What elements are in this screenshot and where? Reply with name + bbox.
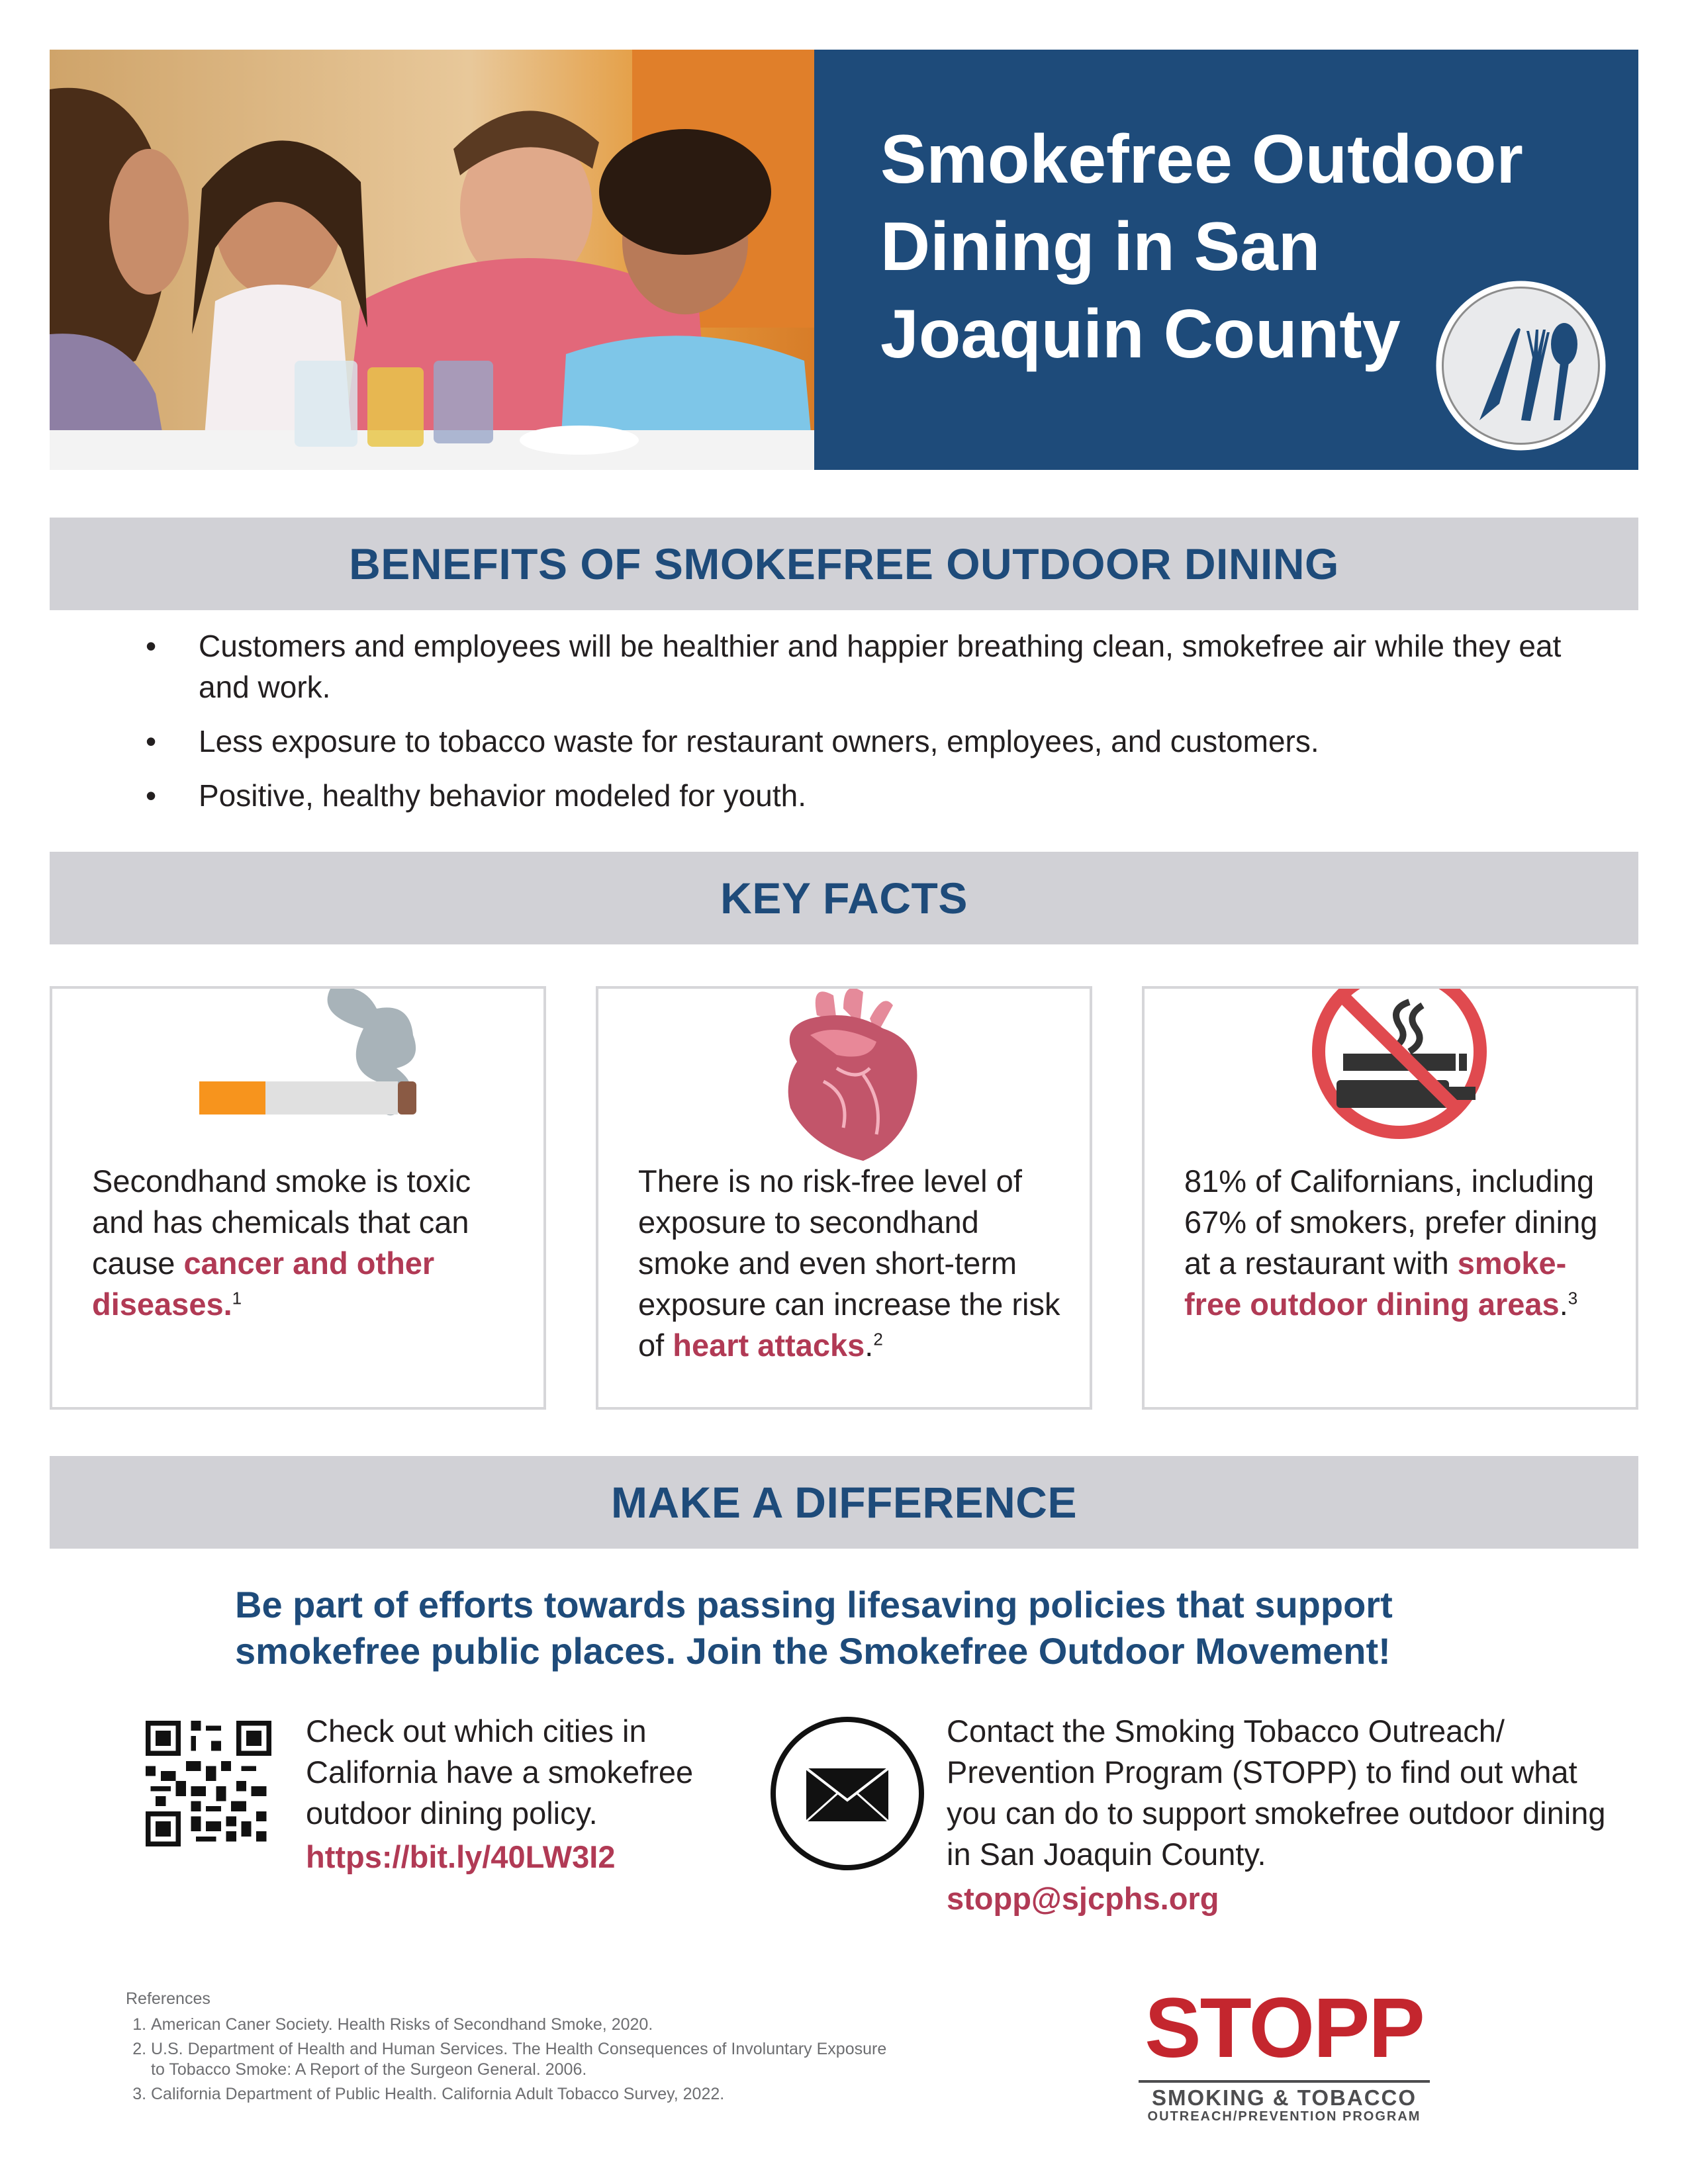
logo-tagline: OUTREACH/PREVENTION PROGRAM (1147, 2109, 1421, 2124)
call-to-action (235, 1582, 1493, 1674)
title-line: Smokefree Outdoor (880, 121, 1523, 198)
fact-highlight: cancer and other diseases. (92, 1246, 435, 1322)
utensils-icon (1433, 278, 1609, 453)
fact-text: Secondhand smoke is toxic and has chemicals that can cause cancer and other diseases.$^1$ (92, 1163, 471, 1322)
list-item: • Positive, healthy behavior modeled for youth. (146, 775, 1569, 816)
benefits-list (146, 625, 1569, 829)
reference-item: 3. California Department of Public Health. California Adult Tobacco Survey, 2022. (151, 2084, 887, 2105)
cta-line: Be part of efforts towards passing lifesaving policies that support (235, 1584, 1393, 1625)
no-smoking-icon (1145, 989, 1636, 1167)
qr-code-icon[interactable] (146, 1721, 271, 1846)
references (126, 1989, 887, 2109)
list-item: • Less exposure to tobacco waste for restaurant owners, employees, and customers. (146, 721, 1569, 762)
fact-text: 81% of Californians, including 67% of smokers, prefer dining at a restaurant with smoke-free outdoor dining areas.$^3$ (1184, 1163, 1598, 1322)
cigarette-icon (52, 989, 543, 1167)
fact-card (1142, 986, 1638, 1410)
footnote-ref: 2 (873, 1329, 883, 1349)
footnote-ref: 3 (1568, 1288, 1578, 1308)
contact-email-link[interactable]: stopp@sjcphs.org (947, 1881, 1219, 1916)
make-difference-heading-bar (50, 1456, 1638, 1549)
cities-info-text: Check out which cities in California have a smokefree outdoor dining policy. (306, 1713, 694, 1831)
list-item: • Customers and employees will be healthier and happier breathing clean, smokefree air while they eat and work. (146, 625, 1569, 707)
header-photo (50, 50, 814, 470)
cta-line: smokefree public places. Join the Smokefree Outdoor Movement! (235, 1630, 1391, 1672)
title-line: Dining in San (880, 208, 1321, 285)
heart-icon (598, 989, 1090, 1167)
fact-card (596, 986, 1092, 1410)
contact-info-text: Contact the Smoking Tobacco Outreach/ Prevention Program (STOPP) to find out what you can do to support smokefree outdoor dining in San Joaquin County. (947, 1713, 1606, 1872)
benefits-heading-bar (50, 518, 1638, 610)
family-dining-image (50, 50, 814, 470)
references-title: References (126, 1989, 211, 2008)
fact-highlight: smoke-free outdoor dining areas (1184, 1246, 1567, 1322)
fact-card (50, 986, 546, 1410)
benefits-heading: BENEFITS OF SMOKEFREE OUTDOOR DINING (349, 539, 1339, 588)
references-list (126, 2015, 887, 2105)
envelope-icon (768, 1714, 927, 1873)
reference-item: 2. U.S. Department of Health and Human Services. The Health Consequences of Involuntary Exposure to Tobacco Smoke: A Report of the Surgeon General. 2006. (151, 2039, 887, 2080)
fact-text: There is no risk-free level of exposure to secondhand smoke and even short-term exposure can increase the risk of heart attacks.$^2$ (638, 1163, 1060, 1363)
stopp-logo (1139, 1981, 1430, 2124)
key-facts-heading: KEY FACTS (720, 874, 968, 923)
make-difference-heading: MAKE A DIFFERENCE (611, 1478, 1077, 1527)
footnote-ref: 1 (232, 1288, 242, 1308)
title-line: Joaquin County (880, 296, 1401, 373)
logo-wordmark: STOPP (1145, 1981, 1424, 2075)
title-panel (814, 50, 1638, 470)
cities-policy-link[interactable]: https://bit.ly/40LW3I2 (306, 1839, 616, 1874)
reference-item: 1. American Caner Society. Health Risks of Secondhand Smoke, 2020. (151, 2015, 887, 2035)
fact-highlight: heart attacks (673, 1328, 865, 1363)
key-facts-heading-bar (50, 852, 1638, 944)
logo-subtitle: SMOKING & TOBACCO (1139, 2080, 1430, 2111)
